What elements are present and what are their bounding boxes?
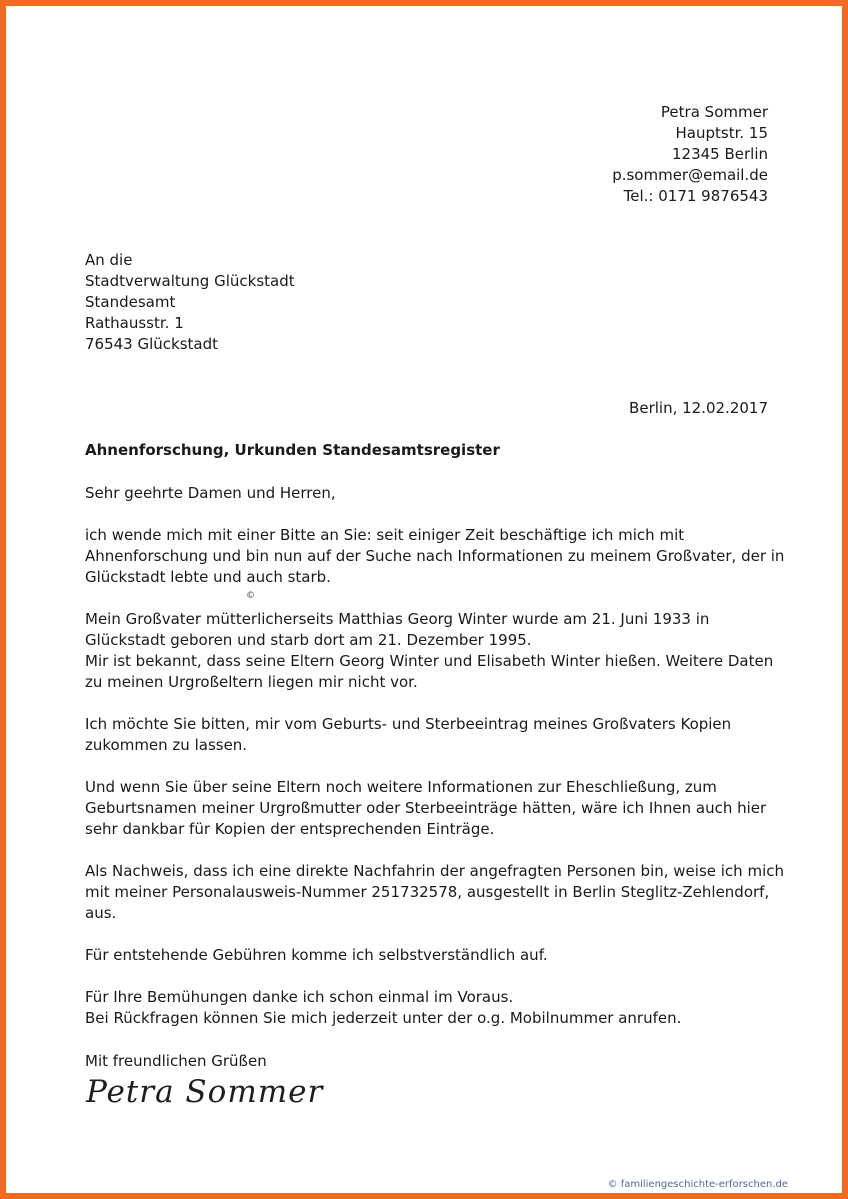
sender-phone: Tel.: 0171 9876543 bbox=[623, 187, 768, 205]
body-paragraph: ich wende mich mit einer Bitte an Sie: seit einiger Zeit beschäftige ich mich mit Ahnenforschung und bin nun auf der Suche nach Informationen zu meinem Großvater, der in Glückstadt lebte und auch starb. bbox=[85, 526, 785, 586]
recipient-line-3: Standesamt bbox=[85, 293, 176, 311]
recipient-line-4: Rathausstr. 1 bbox=[85, 314, 184, 332]
letter-subject: Ahnenforschung, Urkunden Standesamtsregister bbox=[85, 441, 500, 459]
body-paragraph: Als Nachweis, dass ich eine direkte Nachfahrin der angefragten Personen bin, weise ich mich mit meiner Personalausweis-Nummer 251732578, ausgestellt in Berlin Steglitz-Zehlendorf, aus. bbox=[85, 862, 784, 922]
sender-city: 12345 Berlin bbox=[671, 145, 768, 163]
recipient-address-block bbox=[85, 250, 295, 355]
sender-address-block bbox=[612, 102, 768, 207]
footer-copyright: © familiengeschichte-erforschen.de bbox=[607, 1179, 788, 1190]
sender-street: Hauptstr. 15 bbox=[675, 124, 768, 142]
salutation: Sehr geehrte Damen und Herren, bbox=[85, 484, 336, 502]
body-paragraph: Und wenn Sie über seine Eltern noch weitere Informationen zur Eheschließung, zum Geburtsnamen meiner Urgroßmutter oder Sterbeeinträge hätten, wäre ich Ihnen auch hier sehr dankbar für Kopien der entsprechenden Einträge. bbox=[85, 778, 767, 838]
handwritten-signature: Petra Sommer bbox=[86, 1074, 324, 1110]
body-paragraph: Für Ihre Bemühungen danke ich schon einmal im Voraus. Bei Rückfragen können Sie mich jederzeit unter der o.g. Mobilnummer anrufen. bbox=[85, 988, 682, 1027]
recipient-line-1: An die bbox=[85, 251, 133, 269]
sender-name: Petra Sommer bbox=[660, 103, 768, 121]
body-paragraph: Für entstehende Gebühren komme ich selbstverständlich auf. bbox=[85, 946, 548, 964]
letter-date: Berlin, 12.02.2017 bbox=[629, 399, 768, 417]
body-paragraph: Mein Großvater mütterlicherseits Matthias Georg Winter wurde am 21. Juni 1933 in Glückstadt geboren und starb dort am 21. Dezember 1995. Mir ist bekannt, dass seine Eltern Georg Winter und Elisabeth Winter hießen. Weitere Daten zu meinen Urgroßeltern liegen mir nicht vor. bbox=[85, 610, 774, 691]
letter-body bbox=[85, 483, 785, 1050]
copyright-mark: © bbox=[246, 591, 255, 601]
closing-phrase: Mit freundlichen Grüßen bbox=[85, 1052, 267, 1070]
recipient-line-5: 76543 Glückstadt bbox=[85, 335, 219, 353]
body-paragraph: Ich möchte Sie bitten, mir vom Geburts- und Sterbeeintrag meines Großvaters Kopien zukommen zu lassen. bbox=[85, 715, 732, 754]
recipient-line-2: Stadtverwaltung Glückstadt bbox=[85, 272, 295, 290]
sender-email: p.sommer@email.de bbox=[612, 166, 768, 184]
